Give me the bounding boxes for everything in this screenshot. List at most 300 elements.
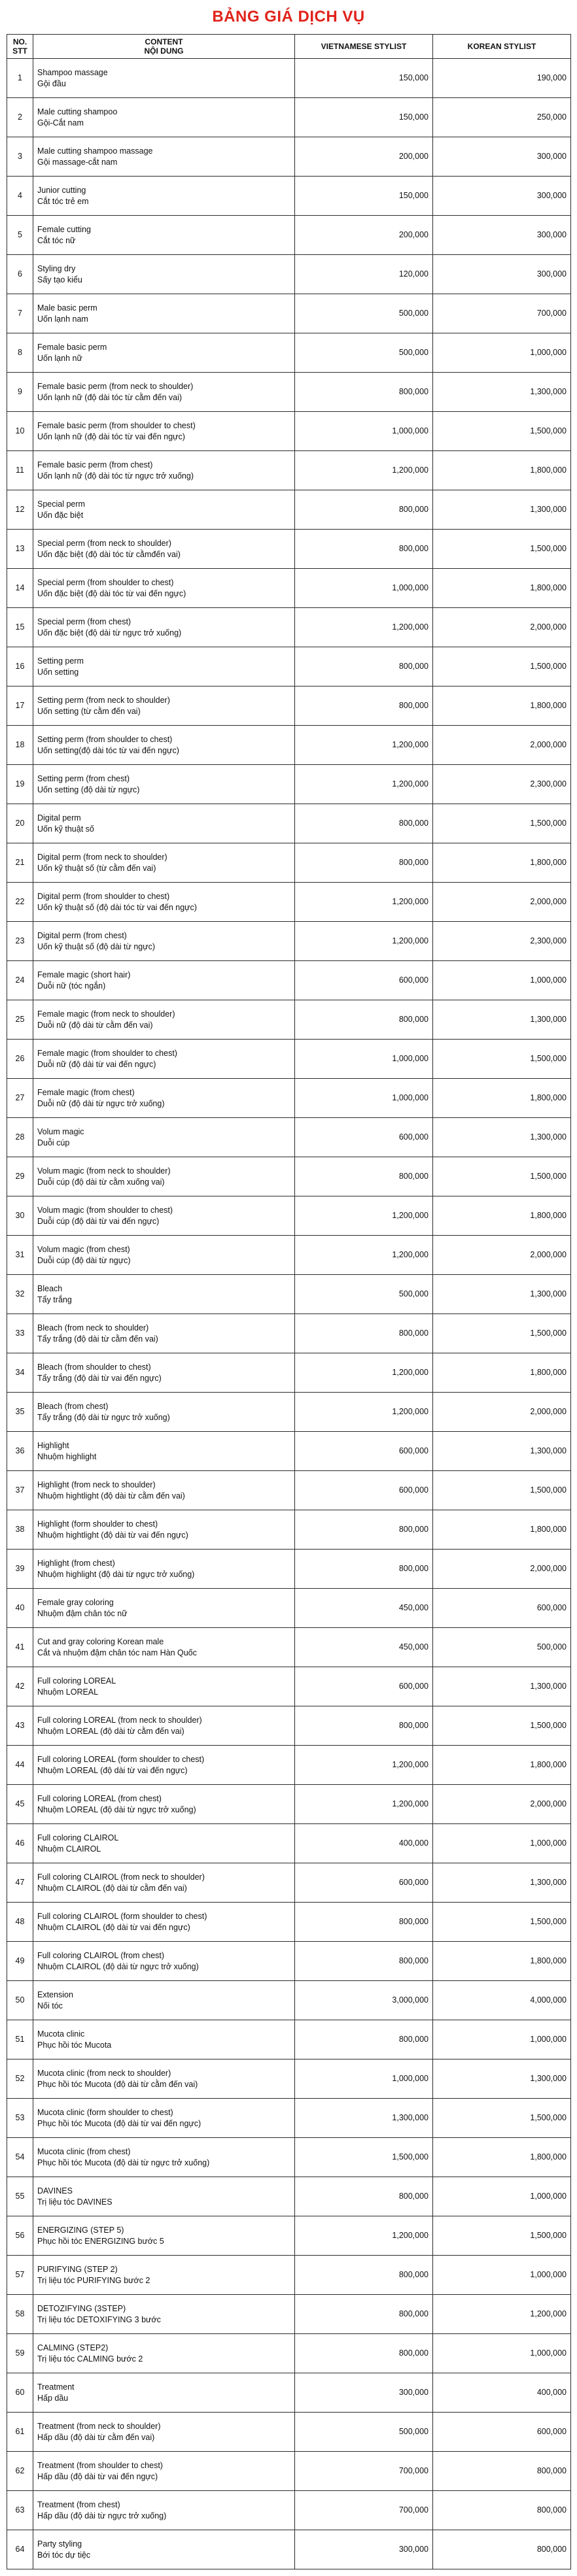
price-vietnamese-stylist: 1,000,000 — [295, 2059, 433, 2099]
table-row — [7, 1236, 571, 1275]
service-name-vi: Uốn đặc biệt (độ dài từ ngực trở xuống) — [37, 628, 182, 637]
price-vietnamese-stylist: 1,300,000 — [295, 2099, 433, 2138]
price-korean-stylist: 1,800,000 — [433, 1079, 571, 1118]
service-content — [33, 1981, 295, 2020]
price-korean-stylist: 1,500,000 — [433, 804, 571, 843]
table-row — [7, 2530, 571, 2569]
price-vietnamese-stylist: 150,000 — [295, 59, 433, 98]
price-vietnamese-stylist: 600,000 — [295, 1471, 433, 1510]
service-name-en: Full coloring LOREAL (from chest) — [37, 1793, 162, 1803]
service-name-en: Setting perm (from neck to shoulder) — [37, 695, 170, 705]
service-content — [33, 608, 295, 647]
table-row — [7, 686, 571, 726]
service-content — [33, 961, 295, 1000]
table-row — [7, 1550, 571, 1589]
row-number: 8 — [7, 333, 33, 373]
service-name-vi: Hấp dầu — [37, 2393, 69, 2403]
service-content — [33, 59, 295, 98]
price-korean-stylist: 1,300,000 — [433, 1863, 571, 1903]
service-name-vi: Tẩy trắng (độ dài từ cằm đến vai) — [37, 1334, 158, 1344]
service-name-vi: Uốn lạnh nữ (độ dài tóc từ ngực trở xuống) — [37, 471, 194, 481]
price-vietnamese-stylist: 300,000 — [295, 2530, 433, 2569]
service-name-vi: Duỗi nữ (độ dài từ ngực trở xuống) — [37, 1098, 165, 1108]
price-korean-stylist: 600,000 — [433, 1589, 571, 1628]
row-number: 30 — [7, 1196, 33, 1236]
price-korean-stylist: 1,500,000 — [433, 1314, 571, 1353]
service-name-vi: Nhuộm hightlight (độ dài từ vai đến ngực) — [37, 1530, 188, 1540]
row-number: 2 — [7, 98, 33, 137]
row-number: 43 — [7, 1706, 33, 1746]
service-name-en: Mucota clinic (from chest) — [37, 2146, 131, 2156]
service-name-vi: Duỗi cúp (độ dài từ cằm xuống vai) — [37, 1177, 165, 1187]
table-row — [7, 1785, 571, 1824]
service-content — [33, 765, 295, 804]
service-name-en: Volum magic (from shoulder to chest) — [37, 1205, 173, 1215]
service-name-en: Female magic (from chest) — [37, 1087, 135, 1097]
table-row — [7, 216, 571, 255]
service-name-vi: Nhuộm LOREAL (độ dài từ cằm đến vai) — [37, 1726, 184, 1736]
price-korean-stylist: 1,800,000 — [433, 1510, 571, 1550]
price-vietnamese-stylist: 800,000 — [295, 373, 433, 412]
row-number: 26 — [7, 1040, 33, 1079]
price-korean-stylist: 800,000 — [433, 2452, 571, 2491]
row-number: 44 — [7, 1746, 33, 1785]
table-row — [7, 1079, 571, 1118]
service-name-en: Digital perm (from chest) — [37, 930, 127, 940]
row-number: 49 — [7, 1942, 33, 1981]
table-row — [7, 1628, 571, 1667]
service-name-en: Cut and gray coloring Korean male — [37, 1636, 164, 1646]
service-name-en: Junior cutting — [37, 185, 86, 195]
table-row — [7, 647, 571, 686]
price-korean-stylist: 1,800,000 — [433, 2138, 571, 2177]
service-content — [33, 2256, 295, 2295]
service-name-en: Full coloring CLAIROL (form shoulder to chest) — [37, 1911, 207, 1921]
service-name-vi: Nhuộm CLAIROL — [37, 1844, 101, 1854]
service-name-en: Full coloring CLAIROL (from chest) — [37, 1950, 165, 1960]
price-vietnamese-stylist: 800,000 — [295, 2295, 433, 2334]
service-content — [33, 2020, 295, 2059]
service-name-en: Mucota clinic — [37, 2029, 85, 2039]
service-name-vi: Gội massage-cắt nam — [37, 157, 118, 167]
service-content — [33, 1667, 295, 1706]
service-name-en: Full coloring LOREAL (from neck to shoulder) — [37, 1715, 202, 1725]
service-name-vi: Tẩy trắng (độ dài từ ngực trở xuống) — [37, 1412, 170, 1422]
price-korean-stylist: 2,300,000 — [433, 922, 571, 961]
price-korean-stylist: 1,500,000 — [433, 530, 571, 569]
price-korean-stylist: 2,300,000 — [433, 765, 571, 804]
table-row — [7, 2020, 571, 2059]
service-name-en: Special perm — [37, 499, 85, 509]
row-number: 20 — [7, 804, 33, 843]
row-number: 4 — [7, 177, 33, 216]
row-number: 37 — [7, 1471, 33, 1510]
price-vietnamese-stylist: 600,000 — [295, 1667, 433, 1706]
table-row — [7, 1393, 571, 1432]
price-vietnamese-stylist: 1,500,000 — [295, 2138, 433, 2177]
header-vietnamese-stylist: VIETNAMESE STYLIST — [295, 35, 433, 59]
price-vietnamese-stylist: 700,000 — [295, 2452, 433, 2491]
service-content — [33, 2491, 295, 2530]
service-name-vi: Tẩy trắng — [37, 1295, 72, 1304]
table-row — [7, 490, 571, 530]
price-vietnamese-stylist: 700,000 — [295, 2491, 433, 2530]
service-name-en: Full coloring LOREAL — [37, 1676, 116, 1686]
service-name-vi: Uốn lạnh nữ — [37, 353, 82, 363]
table-row — [7, 2413, 571, 2452]
service-name-en: Volum magic (from neck to shoulder) — [37, 1166, 171, 1176]
price-korean-stylist: 1,300,000 — [433, 2059, 571, 2099]
service-content — [33, 1118, 295, 1157]
service-name-en: Mucota clinic (from neck to shoulder) — [37, 2068, 171, 2078]
row-number: 36 — [7, 1432, 33, 1471]
service-name-en: Male cutting shampoo — [37, 107, 118, 116]
table-row — [7, 255, 571, 294]
table-row — [7, 1903, 571, 1942]
price-korean-stylist: 500,000 — [433, 1628, 571, 1667]
service-name-en: Bleach (from shoulder to chest) — [37, 1362, 151, 1372]
service-content — [33, 1353, 295, 1393]
row-number: 55 — [7, 2177, 33, 2216]
price-vietnamese-stylist: 500,000 — [295, 333, 433, 373]
price-korean-stylist: 250,000 — [433, 98, 571, 137]
price-vietnamese-stylist: 800,000 — [295, 1942, 433, 1981]
price-vietnamese-stylist: 1,000,000 — [295, 1040, 433, 1079]
service-name-vi: Duỗi cúp — [37, 1138, 70, 1147]
price-vietnamese-stylist: 800,000 — [295, 530, 433, 569]
table-row — [7, 961, 571, 1000]
service-name-vi: Uốn kỹ thuật số (độ dài tóc từ vai đến ngực) — [37, 902, 197, 912]
service-name-en: Special perm (from shoulder to chest) — [37, 577, 174, 587]
table-row — [7, 922, 571, 961]
service-content — [33, 137, 295, 177]
service-name-en: Highlight (from neck to shoulder) — [37, 1480, 156, 1489]
table-row — [7, 1589, 571, 1628]
row-number: 12 — [7, 490, 33, 530]
header-content: CONTENT NỘI DUNG — [33, 35, 295, 59]
price-korean-stylist: 600,000 — [433, 2413, 571, 2452]
header-korean-stylist: KOREAN STYLIST — [433, 35, 571, 59]
service-name-vi: Phục hồi tóc Mucota (độ dài từ vai đến ngực) — [37, 2118, 201, 2128]
row-number: 61 — [7, 2413, 33, 2452]
table-row — [7, 1510, 571, 1550]
service-name-vi: Duỗi nữ (độ dài từ vai đến ngực) — [37, 1059, 156, 1069]
service-name-vi: Cắt tóc trẻ em — [37, 196, 89, 206]
service-name-en: Shampoo massage — [37, 67, 108, 77]
row-number: 21 — [7, 843, 33, 883]
table-row — [7, 451, 571, 490]
service-content — [33, 2334, 295, 2373]
table-row — [7, 1275, 571, 1314]
service-name-vi: Trị liệu tóc DETOXIFYING 3 bước — [37, 2314, 161, 2324]
price-korean-stylist: 1,000,000 — [433, 2020, 571, 2059]
price-vietnamese-stylist: 800,000 — [295, 843, 433, 883]
price-korean-stylist: 1,500,000 — [433, 647, 571, 686]
price-korean-stylist: 800,000 — [433, 2491, 571, 2530]
price-vietnamese-stylist: 600,000 — [295, 961, 433, 1000]
price-vietnamese-stylist: 1,200,000 — [295, 608, 433, 647]
price-vietnamese-stylist: 120,000 — [295, 255, 433, 294]
table-row — [7, 1471, 571, 1510]
price-vietnamese-stylist: 300,000 — [295, 2373, 433, 2413]
service-content — [33, 726, 295, 765]
service-name-en: Highlight (form shoulder to chest) — [37, 1519, 158, 1529]
price-vietnamese-stylist: 600,000 — [295, 1432, 433, 1471]
price-korean-stylist: 1,300,000 — [433, 1118, 571, 1157]
price-korean-stylist: 1,500,000 — [433, 1040, 571, 1079]
row-number: 50 — [7, 1981, 33, 2020]
row-number: 24 — [7, 961, 33, 1000]
service-name-vi: Trị liệu tóc DAVINES — [37, 2197, 113, 2207]
service-name-vi: Uốn kỹ thuật số (từ cằm đến vai) — [37, 863, 156, 873]
service-content — [33, 2216, 295, 2256]
table-row — [7, 1000, 571, 1040]
price-vietnamese-stylist: 1,200,000 — [295, 726, 433, 765]
service-name-en: Digital perm — [37, 813, 81, 822]
service-content — [33, 2373, 295, 2413]
table-row — [7, 1863, 571, 1903]
row-number: 64 — [7, 2530, 33, 2569]
service-name-vi: Uốn lạnh nam — [37, 314, 88, 324]
price-korean-stylist: 1,800,000 — [433, 1942, 571, 1981]
service-name-vi: Uốn kỹ thuật số (độ dài từ ngực) — [37, 941, 156, 951]
service-name-vi: Nhuộm CLAIROL (độ dài từ ngực trở xuống) — [37, 1961, 199, 1971]
service-name-vi: Nhuộm LOREAL (độ dài từ vai đến ngực) — [37, 1765, 188, 1775]
table-row — [7, 1353, 571, 1393]
service-name-vi: Cắt và nhuộm đậm chân tóc nam Hàn Quốc — [37, 1648, 197, 1657]
price-korean-stylist: 1,800,000 — [433, 843, 571, 883]
service-name-vi: Uốn kỹ thuật số — [37, 824, 94, 834]
service-name-vi: Uốn đặc biệt — [37, 510, 84, 520]
price-korean-stylist: 1,000,000 — [433, 333, 571, 373]
price-vietnamese-stylist: 1,200,000 — [295, 451, 433, 490]
row-number: 32 — [7, 1275, 33, 1314]
service-name-en: PURIFYING (STEP 2) — [37, 2264, 118, 2274]
row-number: 10 — [7, 412, 33, 451]
table-row — [7, 2373, 571, 2413]
service-content — [33, 216, 295, 255]
table-row — [7, 2295, 571, 2334]
price-vietnamese-stylist: 800,000 — [295, 2177, 433, 2216]
service-name-en: Setting perm — [37, 656, 84, 666]
row-number: 39 — [7, 1550, 33, 1589]
row-number: 27 — [7, 1079, 33, 1118]
row-number: 51 — [7, 2020, 33, 2059]
service-content — [33, 1314, 295, 1353]
service-content — [33, 1903, 295, 1942]
price-korean-stylist: 1,800,000 — [433, 451, 571, 490]
price-korean-stylist: 1,000,000 — [433, 2256, 571, 2295]
service-name-en: Female basic perm (from neck to shoulder) — [37, 381, 194, 391]
price-vietnamese-stylist: 1,200,000 — [295, 1236, 433, 1275]
service-content — [33, 1785, 295, 1824]
service-name-vi: Hấp dầu (độ dài từ ngực trở xuống) — [37, 2511, 167, 2520]
row-number: 33 — [7, 1314, 33, 1353]
table-row — [7, 1432, 571, 1471]
price-vietnamese-stylist: 800,000 — [295, 490, 433, 530]
price-korean-stylist: 2,000,000 — [433, 1393, 571, 1432]
row-number: 29 — [7, 1157, 33, 1196]
price-vietnamese-stylist: 150,000 — [295, 177, 433, 216]
service-name-vi: Nhuộm CLAIROL (độ dài từ vai đến ngực) — [37, 1922, 190, 1932]
service-content — [33, 1824, 295, 1863]
price-korean-stylist: 190,000 — [433, 59, 571, 98]
service-name-en: CALMING (STEP2) — [37, 2343, 109, 2352]
service-content — [33, 2059, 295, 2099]
service-name-en: DAVINES — [37, 2186, 73, 2195]
row-number: 57 — [7, 2256, 33, 2295]
service-name-vi: Nhuộm hightlight (độ dài từ cằm đến vai) — [37, 1491, 185, 1500]
service-name-en: Female gray coloring — [37, 1597, 114, 1607]
table-row — [7, 2334, 571, 2373]
service-name-en: Setting perm (from chest) — [37, 773, 130, 783]
service-name-en: Full coloring CLAIROL — [37, 1833, 119, 1842]
service-content — [33, 1550, 295, 1589]
service-name-vi: Uốn setting(độ dài tóc từ vai đến ngực) — [37, 745, 179, 755]
service-name-vi: Gội đầu — [37, 78, 66, 88]
table-row — [7, 137, 571, 177]
service-content — [33, 686, 295, 726]
price-vietnamese-stylist: 450,000 — [295, 1628, 433, 1667]
table-row — [7, 804, 571, 843]
service-content — [33, 1706, 295, 1746]
service-content — [33, 1628, 295, 1667]
price-vietnamese-stylist: 600,000 — [295, 1863, 433, 1903]
service-name-vi: Duỗi cúp (độ dài từ ngực) — [37, 1255, 131, 1265]
service-content — [33, 2177, 295, 2216]
price-korean-stylist: 800,000 — [433, 2530, 571, 2569]
service-name-en: Highlight (from chest) — [37, 1558, 115, 1568]
service-content — [33, 1589, 295, 1628]
service-name-en: Female magic (from shoulder to chest) — [37, 1048, 177, 1058]
row-number: 62 — [7, 2452, 33, 2491]
row-number: 9 — [7, 373, 33, 412]
row-number: 59 — [7, 2334, 33, 2373]
row-number: 1 — [7, 59, 33, 98]
price-vietnamese-stylist: 800,000 — [295, 1510, 433, 1550]
service-content — [33, 2452, 295, 2491]
service-content — [33, 1432, 295, 1471]
service-name-vi: Uốn setting (từ cằm đến vai) — [37, 706, 141, 716]
row-number: 34 — [7, 1353, 33, 1393]
price-vietnamese-stylist: 1,200,000 — [295, 922, 433, 961]
service-content — [33, 1275, 295, 1314]
price-korean-stylist: 1,800,000 — [433, 686, 571, 726]
price-korean-stylist: 1,000,000 — [433, 2334, 571, 2373]
price-vietnamese-stylist: 800,000 — [295, 2020, 433, 2059]
price-korean-stylist: 1,000,000 — [433, 1824, 571, 1863]
service-content — [33, 373, 295, 412]
service-name-en: Party styling — [37, 2539, 82, 2549]
service-name-vi: Duỗi cúp (độ dài từ vai đến ngực) — [37, 1216, 160, 1226]
price-korean-stylist: 1,300,000 — [433, 1000, 571, 1040]
row-number: 14 — [7, 569, 33, 608]
table-row — [7, 2491, 571, 2530]
service-content — [33, 1196, 295, 1236]
table-row — [7, 1942, 571, 1981]
price-vietnamese-stylist: 800,000 — [295, 1314, 433, 1353]
service-content — [33, 1471, 295, 1510]
price-korean-stylist: 1,500,000 — [433, 1471, 571, 1510]
row-number: 58 — [7, 2295, 33, 2334]
service-name-vi: Phục hồi tóc Mucota — [37, 2040, 112, 2050]
service-name-vi: Nối tóc — [37, 2001, 63, 2010]
price-korean-stylist: 1,500,000 — [433, 1903, 571, 1942]
price-vietnamese-stylist: 500,000 — [295, 2413, 433, 2452]
service-name-vi: Sấy tạo kiểu — [37, 275, 82, 284]
price-korean-stylist: 1,200,000 — [433, 2295, 571, 2334]
service-name-en: Extension — [37, 1990, 73, 1999]
table-row — [7, 1314, 571, 1353]
service-content — [33, 255, 295, 294]
row-number: 28 — [7, 1118, 33, 1157]
price-vietnamese-stylist: 150,000 — [295, 98, 433, 137]
table-row — [7, 59, 571, 98]
service-name-en: Special perm (from chest) — [37, 617, 131, 626]
service-name-vi: Nhuộm LOREAL (độ dài từ ngực trở xuống) — [37, 1805, 196, 1814]
service-name-en: Female cutting — [37, 224, 91, 234]
price-vietnamese-stylist: 1,000,000 — [295, 1079, 433, 1118]
service-content — [33, 1079, 295, 1118]
service-content — [33, 1236, 295, 1275]
price-vietnamese-stylist: 1,200,000 — [295, 1746, 433, 1785]
price-korean-stylist: 1,300,000 — [433, 490, 571, 530]
table-row — [7, 2138, 571, 2177]
table-row — [7, 98, 571, 137]
price-korean-stylist: 1,500,000 — [433, 1157, 571, 1196]
table-row — [7, 1118, 571, 1157]
table-row — [7, 608, 571, 647]
service-content — [33, 1157, 295, 1196]
price-korean-stylist: 1,300,000 — [433, 373, 571, 412]
service-content — [33, 1746, 295, 1785]
row-number: 11 — [7, 451, 33, 490]
service-name-en: Bleach — [37, 1283, 63, 1293]
price-vietnamese-stylist: 600,000 — [295, 1118, 433, 1157]
service-content — [33, 2138, 295, 2177]
table-row — [7, 765, 571, 804]
price-vietnamese-stylist: 400,000 — [295, 1824, 433, 1863]
table-row — [7, 2216, 571, 2256]
row-number: 53 — [7, 2099, 33, 2138]
price-korean-stylist: 1,500,000 — [433, 2216, 571, 2256]
table-row — [7, 333, 571, 373]
table-row — [7, 412, 571, 451]
price-korean-stylist: 1,300,000 — [433, 1667, 571, 1706]
service-content — [33, 2295, 295, 2334]
table-row — [7, 1040, 571, 1079]
service-name-vi: Uốn lạnh nữ (độ dài tóc từ vai đến ngực) — [37, 432, 185, 441]
row-number: 17 — [7, 686, 33, 726]
price-vietnamese-stylist: 800,000 — [295, 686, 433, 726]
service-content — [33, 647, 295, 686]
service-content — [33, 1000, 295, 1040]
service-name-vi: Phục hồi tóc Mucota (độ dài từ cằm đến vai) — [37, 2079, 198, 2089]
price-vietnamese-stylist: 800,000 — [295, 1706, 433, 1746]
service-content — [33, 294, 295, 333]
table-row — [7, 883, 571, 922]
service-name-en: Special perm (from neck to shoulder) — [37, 538, 171, 548]
service-name-vi: Uốn setting — [37, 667, 79, 677]
price-korean-stylist: 1,800,000 — [433, 569, 571, 608]
service-name-vi: Uốn setting (độ dài từ ngực) — [37, 785, 140, 794]
service-name-en: Digital perm (from shoulder to chest) — [37, 891, 170, 901]
price-vietnamese-stylist: 1,200,000 — [295, 1196, 433, 1236]
service-name-vi: Duỗi nữ (độ dài từ cằm đến vai) — [37, 1020, 153, 1030]
service-name-vi: Hấp dầu (độ dài từ vai đến ngực) — [37, 2471, 158, 2481]
price-korean-stylist: 1,800,000 — [433, 1746, 571, 1785]
row-number: 48 — [7, 1903, 33, 1942]
